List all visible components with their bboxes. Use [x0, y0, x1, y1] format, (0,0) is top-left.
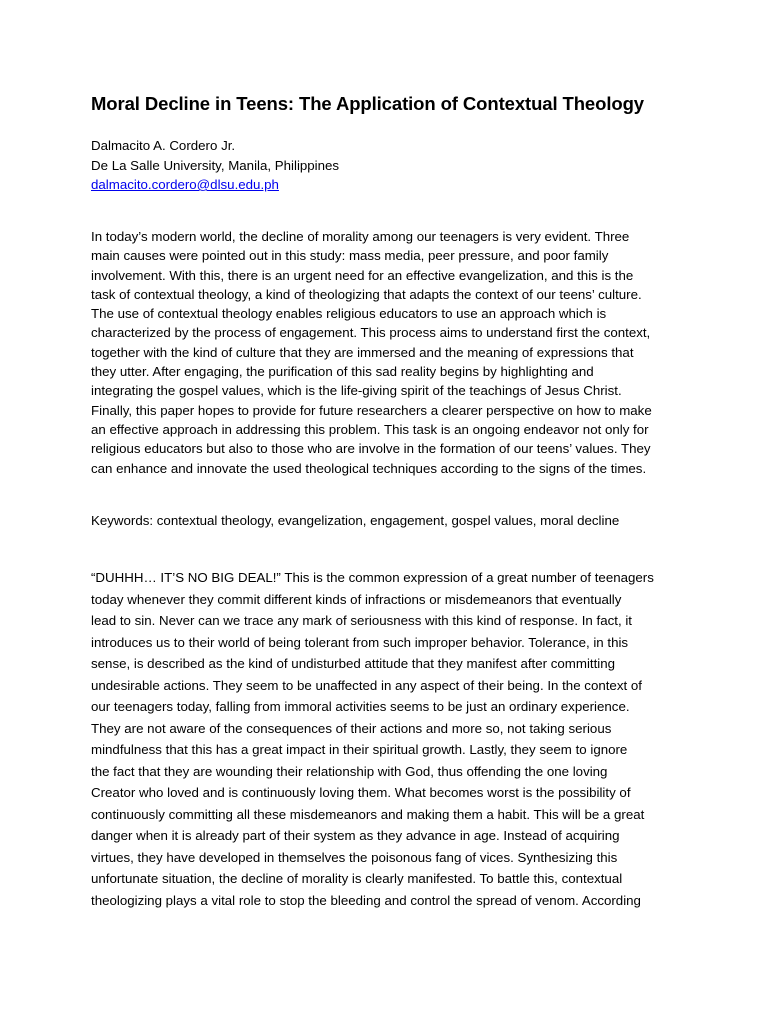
body-line: danger when it is already part of their system as they advance in age. Instead of acquiring	[91, 828, 620, 843]
body-line: They are not aware of the consequences of their actions and more so, not taking serious	[91, 720, 612, 736]
body-line: sense, is described as the kind of undisturbed attitude that they manifest after committing	[91, 656, 616, 671]
abstract-line: can enhance and innovate the used theological techniques according to the signs of the times.	[91, 460, 647, 476]
body-line: undesirable actions. They seem to be unaffected in any aspect of their being. In the context of	[91, 677, 642, 693]
body-line: “DUHHH… IT’S NO BIG DEAL!” This is the common expression of a great number of teenagers	[91, 570, 654, 585]
body-line: the fact that they are wounding their relationship with God, thus offending the one loving	[91, 763, 608, 779]
body-line: virtues, they have developed in themselves the poisonous fang of vices. Synthesizing this	[91, 849, 618, 865]
body-line: continuously committing all these misdemeanors and making them a habit. This will be a great	[91, 806, 645, 822]
author-affiliation: De La Salle University, Manila, Philippines	[91, 157, 340, 173]
abstract-line: Finally, this paper hopes to provide for future researchers a clearer perspective on how to make	[91, 402, 652, 418]
author-email-link[interactable]: dalmacito.cordero@dlsu.edu.ph	[91, 177, 279, 192]
author-name: Dalmacito A. Cordero Jr.	[91, 138, 236, 153]
abstract-line: together with the kind of culture that they are immersed and the meaning of expressions that	[91, 344, 634, 360]
body-line: lead to sin. Never can we trace any mark of seriousness with this kind of response. In fact, it	[91, 613, 632, 628]
abstract-line: characterized by the process of engagement. This process aims to understand first the context,	[91, 325, 651, 341]
abstract-line: In today’s modern world, the decline of morality among our teenagers is very evident. Three	[91, 229, 630, 244]
body-line: our teenagers today, falling from immoral activities seems to be just an ordinary experience.	[91, 699, 630, 714]
abstract-line: involvement. With this, there is an urgent need for an effective evangelization, and this is the	[91, 267, 634, 283]
keywords: Keywords: contextual theology, evangelization, engagement, gospel values, moral decline	[91, 513, 620, 528]
abstract-line: main causes were pointed out in this study: mass media, peer pressure, and poor family	[91, 248, 609, 264]
body-line: introduces us to their world of being tolerant from such improper behavior. Tolerance, in this	[91, 634, 629, 650]
author-block	[91, 136, 339, 195]
abstract-line: integrating the gospel values, which is the life-giving spirit of the teachings of Jesus Christ.	[91, 383, 622, 399]
abstract	[91, 227, 681, 478]
body-line: unfortunate situation, the decline of morality is clearly manifested. To battle this, contextual	[91, 871, 623, 886]
body-line: today whenever they commit different kinds of infractions or misdemeanors that eventually	[91, 591, 622, 607]
body-line: theologizing plays a vital role to stop the bleeding and control the spread of venom. According	[91, 892, 641, 908]
abstract-line: task of contextual theology, a kind of theologizing that adapts the context of our teens’ culture.	[91, 286, 642, 302]
body-paragraph	[91, 567, 681, 911]
paper-title: Moral Decline in Teens: The Application of Contextual Theology	[91, 93, 644, 114]
abstract-line: religious educators but also to those who are involve in the formation of our teens’ values. They	[91, 441, 651, 457]
body-line: Creator who loved and is continuously loving them. What becomes worst is the possibility of	[91, 785, 631, 800]
abstract-line: The use of contextual theology enables religious educators to use an approach which is	[91, 306, 607, 322]
abstract-line: they utter. After engaging, the purification of this sad reality begins by highlighting and	[91, 364, 594, 380]
abstract-line: an effective approach in addressing this problem. This task is an ongoing endeavor not only for	[91, 421, 649, 437]
body-line: mindfulness that this has a great impact in their spiritual growth. Lastly, they seem to ignore	[91, 742, 628, 757]
